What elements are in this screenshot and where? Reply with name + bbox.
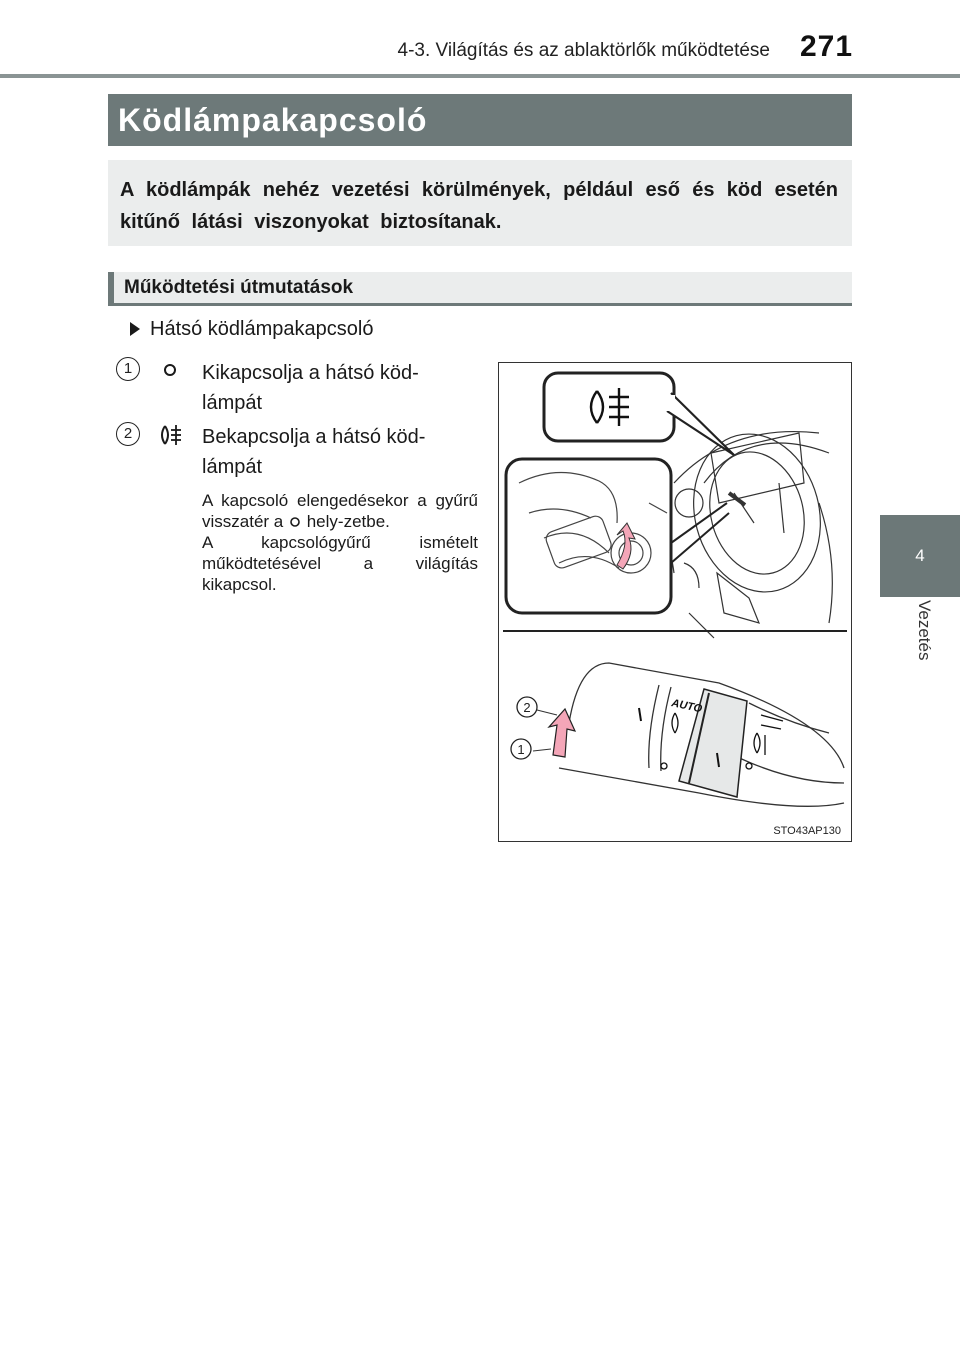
note-line1-post: hely-zetbe. xyxy=(306,512,390,531)
callout-2: 2 xyxy=(523,700,531,715)
item-number-2-icon: 2 xyxy=(116,422,140,446)
figure-code: STO43AP130 xyxy=(773,825,841,837)
callout-1: 1 xyxy=(517,742,525,757)
auto-label: AUTO xyxy=(670,697,704,716)
chapter-number: 4 xyxy=(915,546,925,565)
sub-heading: Működtetési útmutatások xyxy=(108,272,852,306)
item-1-text xyxy=(202,358,419,418)
off-circle-icon xyxy=(160,360,180,380)
header-divider xyxy=(0,74,960,78)
note-text xyxy=(202,490,478,595)
note-paragraph-1 xyxy=(202,490,478,532)
lever-drawing xyxy=(499,363,852,842)
section-title: Ködlámpakapcsoló xyxy=(108,94,852,146)
item-number-1-icon: 1 xyxy=(116,357,140,381)
page-number: 271 xyxy=(800,30,854,63)
chapter-tab xyxy=(880,515,960,597)
rear-fog-lamp-icon xyxy=(157,423,185,447)
triangle-bullet-icon xyxy=(130,322,140,336)
item-2-line2: lámpát xyxy=(202,456,263,478)
intro-text: A ködlámpák nehéz vezetési körülmények, például eső és köd esetén kitűnő látási viszonyokat biztosítanak. xyxy=(108,160,852,246)
chapter-label: Vezetés xyxy=(915,600,934,661)
note-line1-pre: A kapcsoló elengedésekor a gyűrű visszatér a xyxy=(202,491,478,531)
item-1-line1: Kikapcsolja a hátsó köd- xyxy=(202,362,419,384)
subsection-heading xyxy=(130,318,373,341)
subsection-label: Hátsó ködlámpakapcsoló xyxy=(150,318,374,340)
note-paragraph-2: A kapcsológyűrű ismételt működtetésével a világítás kikapcsol. xyxy=(202,533,478,594)
item-2-line1: Bekapcsolja a hátsó köd- xyxy=(202,426,426,448)
lever-illustration xyxy=(498,362,852,842)
item-1-line2: lámpát xyxy=(202,392,263,414)
header-title: 4-3. Világítás és az ablaktörlők működtetése xyxy=(397,40,770,61)
off-circle-icon xyxy=(288,516,302,528)
item-2-text xyxy=(202,422,425,482)
